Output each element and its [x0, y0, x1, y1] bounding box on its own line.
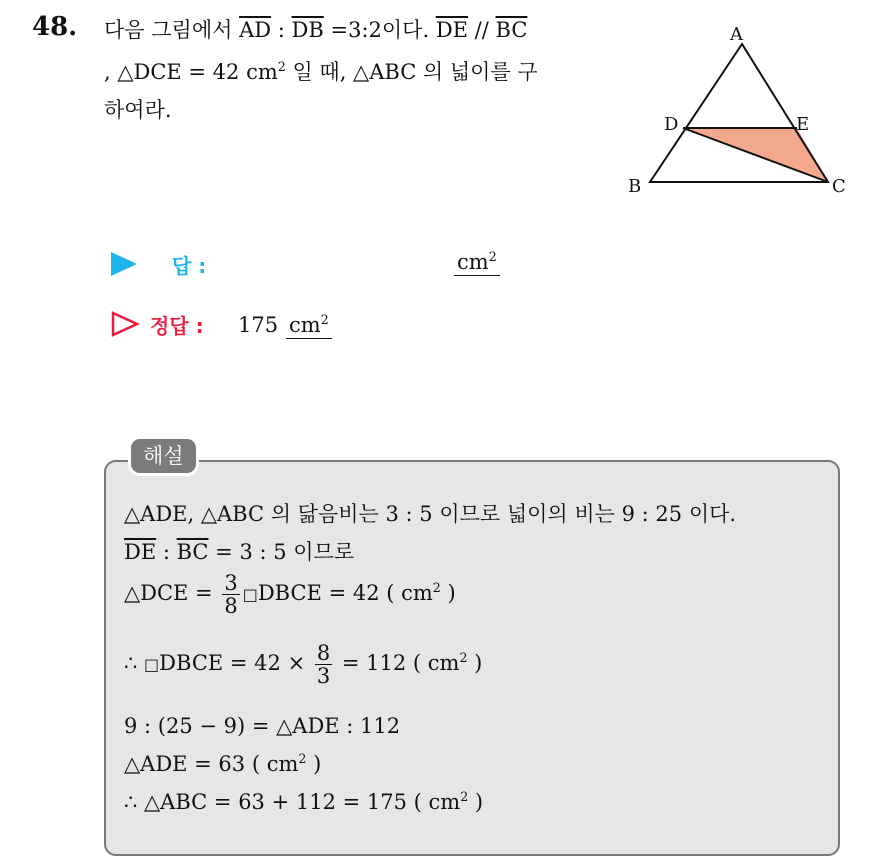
ratio-colon: :	[271, 18, 292, 42]
segment-bc: $\overline{BC}$	[176, 540, 209, 564]
question-line-1	[104, 14, 527, 44]
fraction-3-8	[222, 572, 239, 617]
exponent: 2	[460, 789, 469, 804]
explanation-tab: 해설	[128, 436, 199, 476]
explanation-line-7	[124, 790, 483, 814]
explanation-text: DBCE = 42 ×	[159, 651, 312, 676]
exponent: 2	[459, 650, 468, 666]
explanation-text: = 112 ( cm	[335, 651, 460, 676]
explanation-line-5: 9 : (25 − 9) = △ADE : 112	[124, 714, 401, 738]
vertex-label-a: A	[730, 24, 743, 45]
explanation-text: )	[440, 581, 456, 606]
square-symbol: □	[144, 655, 160, 675]
exponent: 2	[432, 580, 441, 596]
vertex-label-c: C	[832, 176, 846, 197]
exponent: 2	[277, 59, 286, 74]
correct-answer-value: 175	[238, 313, 279, 337]
explanation-text: △ADE = 63 ( cm	[124, 752, 299, 776]
segment-db: $\overline{DB}$	[291, 18, 324, 42]
segment-de: $\overline{DE}$	[435, 18, 468, 42]
explanation-line-6	[124, 752, 321, 776]
explanation-line-2	[124, 536, 354, 566]
vertex-label-d: D	[664, 114, 679, 135]
square-symbol: □	[242, 585, 258, 605]
exponent: 2	[298, 751, 307, 766]
question-number: 48.	[32, 12, 78, 42]
correct-answer-outline-play-icon	[110, 310, 140, 338]
question-text: 다음 그림에서	[104, 18, 240, 42]
explanation-text: )	[467, 651, 483, 676]
question-line-2	[104, 56, 538, 86]
explanation-text: )	[468, 790, 484, 814]
explanation-text: = 3 : 5 이므로	[208, 540, 355, 564]
question-text: =3:2이다.	[323, 18, 436, 42]
fraction-8-3	[315, 642, 332, 687]
explanation-text: △DCE =	[124, 581, 220, 606]
answer-play-icon	[111, 252, 137, 276]
answer-input-unit[interactable]	[454, 250, 500, 276]
explanation-text: ∴ △ABC = 63 + 112 = 175 ( cm	[124, 790, 461, 814]
vertex-label-b: B	[628, 176, 642, 197]
explanation-text: ∴	[124, 651, 145, 676]
ratio-colon: :	[156, 540, 177, 564]
explanation-line-4	[124, 642, 482, 687]
unit-text: cm	[289, 313, 321, 337]
segment-ad: $\overline{AD}$	[239, 18, 272, 42]
explanation-text: )	[306, 752, 322, 776]
segment-bc: $\overline{BC}$	[495, 18, 528, 42]
parallel-symbol: //	[467, 18, 496, 42]
fraction-denominator: 8	[224, 594, 238, 619]
fraction-denominator: 3	[316, 664, 331, 689]
fraction-numerator: 8	[316, 641, 331, 665]
vertex-label-e: E	[796, 114, 810, 135]
fraction-numerator: 3	[224, 571, 238, 595]
question-text: , △DCE = 42 cm	[104, 60, 278, 84]
segment-de: $\overline{DE}$	[124, 540, 157, 564]
exponent: 2	[488, 249, 497, 264]
question-line-3: 하여라.	[104, 98, 172, 122]
unit-text: cm	[457, 250, 489, 274]
answer-label: 답 :	[172, 254, 207, 278]
exponent: 2	[320, 312, 329, 327]
question-text: 일 때, △ABC 의 넓이를 구	[285, 60, 538, 84]
explanation-line-1: △ADE, △ABC 의 닮음비는 3 : 5 이므로 넓이의 비는 9 : 25 이다.	[124, 502, 737, 526]
correct-answer-unit	[286, 313, 332, 339]
correct-answer-label: 정답 :	[150, 314, 204, 338]
triangle-diagram	[620, 20, 860, 200]
explanation-line-3	[124, 572, 456, 617]
explanation-text: DBCE = 42 ( cm	[257, 581, 433, 606]
